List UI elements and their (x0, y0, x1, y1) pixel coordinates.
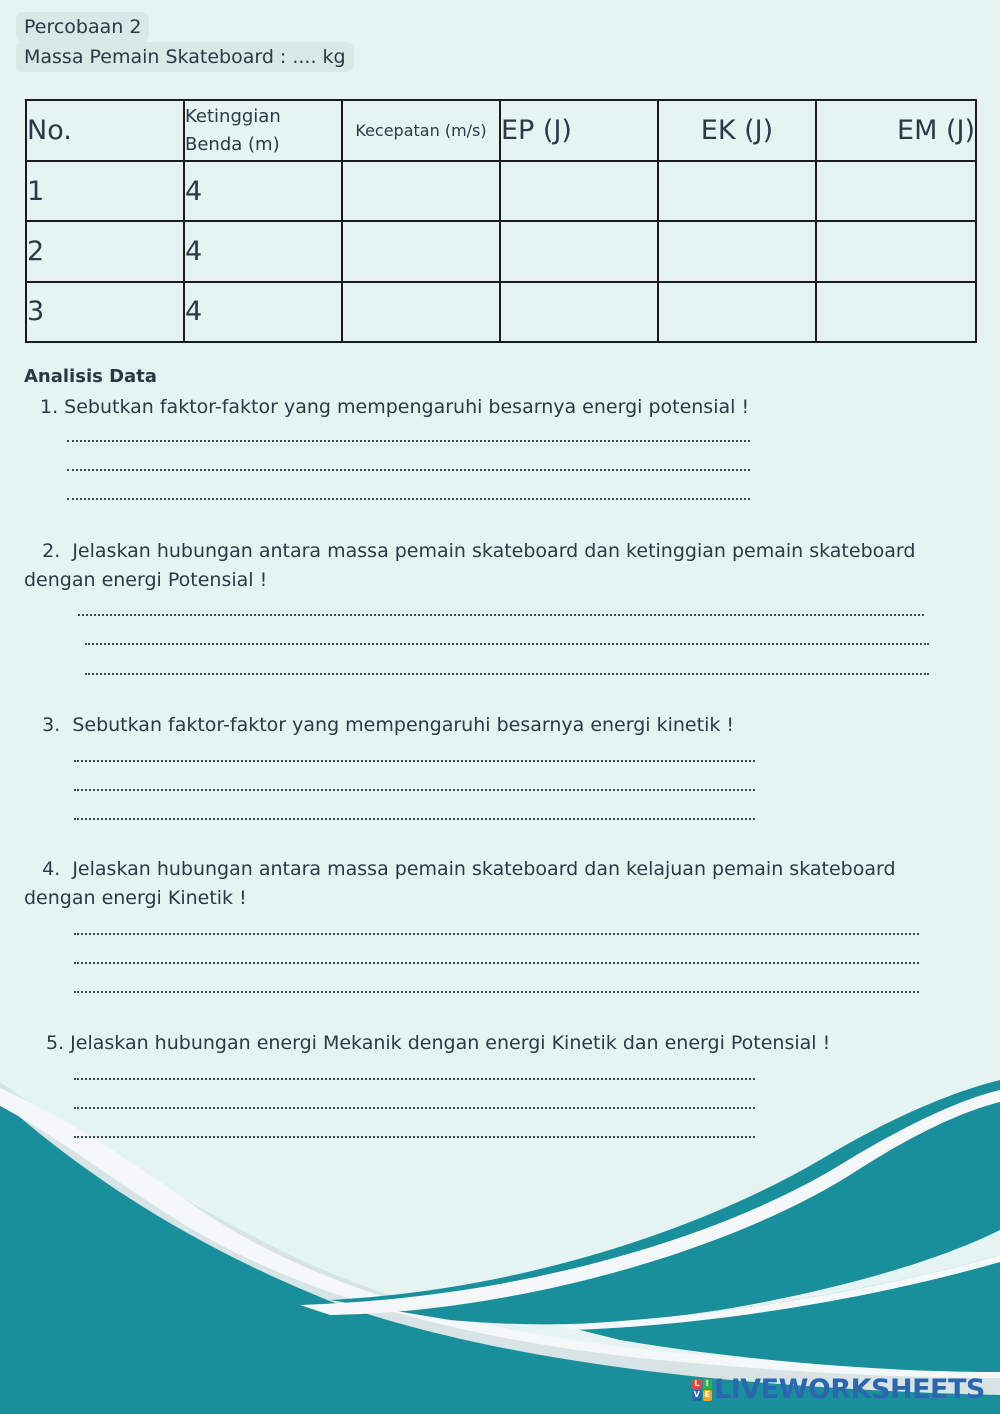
question-2-cont: dengan energi Potensial ! (24, 569, 268, 591)
cell-em[interactable] (816, 282, 976, 342)
cell-ep[interactable] (500, 282, 658, 342)
question-4-cont: dengan energi Kinetik ! (24, 887, 247, 909)
logo-grid-icon (692, 1379, 712, 1401)
question-2: 2. Jelaskan hubungan antara massa pemain skateboard dan ketinggian pemain skateboard (24, 540, 916, 562)
answer-line[interactable] (85, 673, 929, 675)
table-row (26, 282, 976, 342)
cell-em[interactable] (816, 221, 976, 281)
mass-label: Massa Pemain Skateboard : .... kg (16, 42, 354, 72)
cell-height: 4 (184, 282, 342, 342)
table-row (26, 221, 976, 281)
question-4: 4. Jelaskan hubungan antara massa pemain skateboard dan kelajuan pemain skateboard (24, 858, 896, 880)
header-no: No. (26, 100, 184, 161)
table-row (26, 161, 976, 221)
logo-letter: L (692, 1379, 702, 1390)
brand-name: LIVEWORKSHEETS (714, 1374, 985, 1405)
answer-line[interactable] (74, 933, 919, 935)
cell-no: 2 (26, 221, 184, 281)
question-5: 5. Jelaskan hubungan energi Mekanik dengan energi Kinetik dan energi Potensial ! (46, 1032, 831, 1054)
question-3: 3. Sebutkan faktor-faktor yang mempengaruhi besarnya energi kinetik ! (24, 714, 735, 736)
answer-line[interactable] (67, 469, 750, 471)
logo-letter: V (693, 1390, 700, 1399)
answer-line[interactable] (74, 1107, 755, 1109)
cell-no: 1 (26, 161, 184, 221)
cell-ep[interactable] (500, 221, 658, 281)
header-ketinggian-line1: Ketinggian (185, 105, 281, 127)
answer-line[interactable] (74, 962, 919, 964)
table-header-row (26, 100, 976, 161)
answer-line[interactable] (67, 440, 750, 442)
logo-letter: E (703, 1390, 713, 1401)
cell-height: 4 (184, 221, 342, 281)
cell-speed[interactable] (342, 221, 500, 281)
header-ketinggian (184, 100, 342, 161)
header-ketinggian-line2: Benda (m) (185, 133, 280, 155)
cell-speed[interactable] (342, 161, 500, 221)
liveworksheets-logo (692, 1374, 985, 1405)
cell-ek[interactable] (658, 221, 816, 281)
header-ek: EK (J) (658, 100, 816, 161)
experiment-label: Percobaan 2 (16, 12, 149, 42)
logo-letter: I (703, 1379, 713, 1390)
answer-line[interactable] (74, 1136, 755, 1138)
question-1: 1. Sebutkan faktor-faktor yang mempengaruhi besarnya energi potensial ! (40, 396, 750, 418)
answer-line[interactable] (74, 818, 755, 820)
answer-line[interactable] (85, 643, 929, 645)
cell-ek[interactable] (658, 282, 816, 342)
cell-ek[interactable] (658, 161, 816, 221)
cell-no: 3 (26, 282, 184, 342)
header-em: EM (J) (816, 100, 976, 161)
answer-line[interactable] (78, 614, 924, 616)
cell-height: 4 (184, 161, 342, 221)
answer-line[interactable] (74, 991, 919, 993)
answer-line[interactable] (67, 498, 750, 500)
answer-line[interactable] (74, 760, 755, 762)
header-kecepatan: Kecepatan (m/s) (342, 100, 500, 161)
data-table (25, 99, 977, 343)
analysis-title: Analisis Data (24, 366, 157, 387)
cell-speed[interactable] (342, 282, 500, 342)
header-ep: EP (J) (500, 100, 658, 161)
answer-line[interactable] (74, 789, 755, 791)
answer-line[interactable] (74, 1078, 755, 1080)
cell-em[interactable] (816, 161, 976, 221)
cell-ep[interactable] (500, 161, 658, 221)
